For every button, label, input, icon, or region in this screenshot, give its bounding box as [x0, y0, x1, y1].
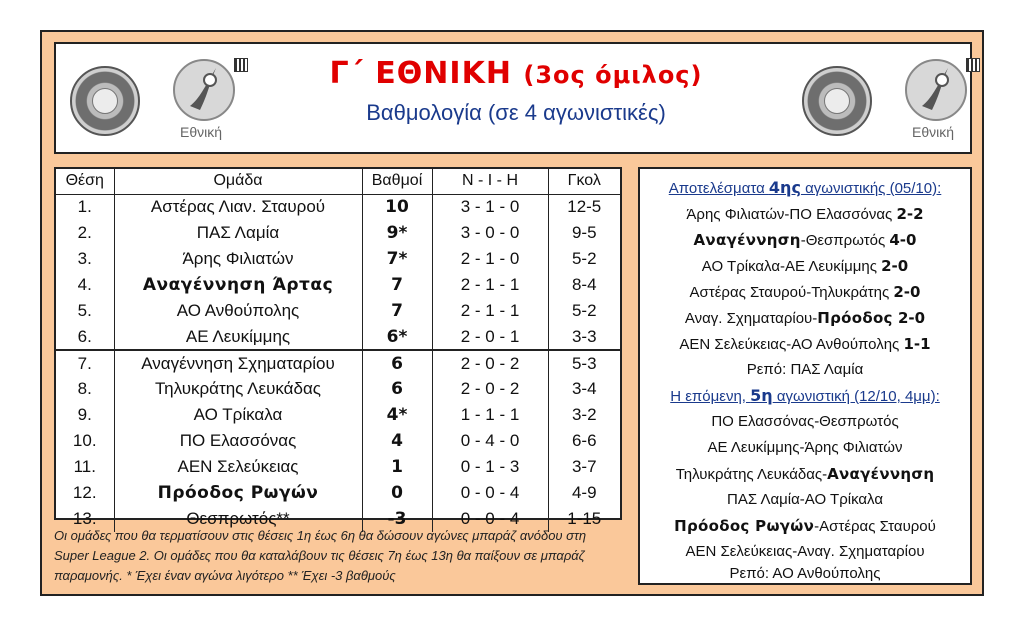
rest-line: Ρεπό: ΠΑΣ Λαμία — [746, 361, 864, 378]
header-panel — [54, 42, 972, 154]
cell-points: 10 — [362, 194, 432, 220]
cell-position: 2. — [56, 220, 114, 246]
table-row — [56, 350, 620, 376]
table-row — [56, 376, 620, 402]
table-row — [56, 298, 620, 324]
cell-team: Άρης Φιλιατών — [114, 246, 362, 272]
fixture-line: ΠΑΣ Λαμία-ΑΟ Τρίκαλα — [727, 491, 883, 508]
cell-position: 13. — [56, 506, 114, 532]
cell-team: Αναγέννηση Άρτας — [114, 272, 362, 298]
ethniki-logo-text: Εθνική — [179, 124, 223, 140]
title-main: Γ΄ ΕΘΝΙΚΗ — [329, 56, 512, 91]
result-line — [640, 201, 970, 227]
standings-board — [40, 30, 984, 596]
footnote: Οι ομάδες που θα τερματίσουν στις θέσεις 1η έως 6η θα δώσουν αγώνες μπαράζ ανόδου στη Super League 2. Οι ομάδες που θα καταλάβουν τις θέσεις 7η έως 13η θα παίξουν σε μπαράζ παραμονής. * Έχει έναν αγώνα λιγότερο ** Έχει -3 βαθμούς — [54, 528, 587, 583]
cell-goals: 8-4 — [548, 272, 620, 298]
rest-line: Ρεπό: ΑΟ Ανθούπολης — [729, 565, 881, 582]
cell-goals: 3-4 — [548, 376, 620, 402]
result-line — [640, 253, 970, 279]
title-group: (3ος όμιλος) — [523, 61, 703, 89]
ethniki-emblem-icon — [170, 58, 240, 122]
cell-position: 9. — [56, 402, 114, 428]
cell-goals: 3-2 — [548, 402, 620, 428]
cell-record: 2 - 0 - 1 — [432, 324, 548, 350]
table-row — [56, 480, 620, 506]
cell-record: 3 - 1 - 0 — [432, 194, 548, 220]
result-score: 2-2 — [896, 205, 924, 223]
fixture-line — [640, 513, 970, 539]
cell-points: 1 — [362, 454, 432, 480]
cell-goals: 5-2 — [548, 298, 620, 324]
cell-goals: 6-6 — [548, 428, 620, 454]
cell-position: 7. — [56, 350, 114, 376]
next-heading-prefix: Η επόμενη, — [670, 388, 751, 405]
cell-goals: 3-3 — [548, 324, 620, 350]
ethniki-emblem-icon — [902, 58, 972, 122]
qr-code-icon — [966, 58, 980, 72]
result-line — [640, 227, 970, 253]
table-row — [56, 194, 620, 220]
federation-seal-icon — [70, 66, 140, 136]
results-heading-round: 4ης — [768, 178, 801, 197]
qr-code-icon — [234, 58, 248, 72]
cell-record: 2 - 0 - 2 — [432, 376, 548, 402]
cell-record: 0 - 1 - 3 — [432, 454, 548, 480]
table-row — [56, 272, 620, 298]
result-score: 2-0 — [881, 257, 909, 275]
cell-team: Αστέρας Λιαν. Σταυρού — [114, 194, 362, 220]
cell-points: 6* — [362, 324, 432, 350]
cell-position: 6. — [56, 324, 114, 350]
cell-points: 6 — [362, 350, 432, 376]
cell-points: 4* — [362, 402, 432, 428]
fixture-line: ΑΕΝ Σελεύκειας-Αναγ. Σχηματαρίου — [685, 543, 925, 560]
cell-points: 7 — [362, 298, 432, 324]
column-header-position: Θέση — [56, 169, 114, 194]
cell-record: 0 - 0 - 4 — [432, 506, 548, 532]
cell-points: 6 — [362, 376, 432, 402]
cell-position: 5. — [56, 298, 114, 324]
cell-team: Τηλυκράτης Λευκάδας — [114, 376, 362, 402]
standings-table — [56, 169, 620, 532]
table-row — [56, 220, 620, 246]
cell-position: 12. — [56, 480, 114, 506]
cell-record: 2 - 0 - 2 — [432, 350, 548, 376]
cell-position: 1. — [56, 194, 114, 220]
cell-points: 4 — [362, 428, 432, 454]
cell-team: Αναγέννηση Σχηματαρίου — [114, 350, 362, 376]
results-heading-suffix: αγωνιστικής (05/10): — [800, 180, 942, 197]
next-round-heading — [640, 383, 970, 409]
cell-position: 10. — [56, 428, 114, 454]
fixture-text: Τηλυκράτης Λευκάδας- — [675, 466, 828, 483]
cell-position: 8. — [56, 376, 114, 402]
fixture-text: -Αστέρας Σταυρού — [814, 518, 936, 535]
result-bold-team: Αναγέννηση — [693, 231, 801, 249]
page-title — [286, 56, 746, 91]
results-heading-prefix: Αποτελέσματα — [668, 180, 769, 197]
table-header-row — [56, 169, 620, 194]
cell-record: 2 - 1 - 1 — [432, 272, 548, 298]
page-subtitle: Βαθμολογία (σε 4 αγωνιστικές) — [366, 100, 666, 125]
fixture-line: ΠΟ Ελασσόνας-Θεσπρωτός — [711, 413, 899, 430]
results-heading — [640, 175, 970, 201]
column-header-goals: Γκολ — [548, 169, 620, 194]
column-header-team: Ομάδα — [114, 169, 362, 194]
table-row — [56, 246, 620, 272]
cell-goals: 5-3 — [548, 350, 620, 376]
result-fixture: -Θεσπρωτός — [800, 232, 890, 249]
standings-table-panel — [54, 167, 622, 529]
table-row — [56, 324, 620, 350]
cell-team: ΠΑΣ Λαμία — [114, 220, 362, 246]
cell-points: -3 — [362, 506, 432, 532]
federation-seal-icon — [802, 66, 872, 136]
result-fixture: Άρης Φιλιατών-ΠΟ Ελασσόνας — [686, 206, 897, 223]
cell-record: 2 - 1 - 0 — [432, 246, 548, 272]
logos-right — [802, 54, 982, 144]
fixture-line — [640, 461, 970, 487]
cell-points: 0 — [362, 480, 432, 506]
result-line — [640, 279, 970, 305]
cell-team: Πρόοδος Ρωγών — [114, 480, 362, 506]
result-score: 2-0 — [892, 309, 926, 327]
ethniki-logo — [898, 58, 978, 144]
cell-team: ΑΕ Λευκίμμης — [114, 324, 362, 350]
result-bold-team: Πρόοδος — [817, 309, 893, 327]
cell-position: 4. — [56, 272, 114, 298]
cell-goals: 1-15 — [548, 506, 620, 532]
fixture-line: ΑΕ Λευκίμμης-Άρης Φιλιατών — [707, 439, 903, 456]
ethniki-logo-text: Εθνική — [911, 124, 955, 140]
cell-goals: 5-2 — [548, 246, 620, 272]
cell-position: 3. — [56, 246, 114, 272]
cell-team: ΑΟ Ανθούπολης — [114, 298, 362, 324]
column-header-points: Βαθμοί — [362, 169, 432, 194]
next-heading-round: 5η — [750, 386, 773, 405]
fixture-bold-team: Αναγέννηση — [827, 465, 935, 483]
cell-team: Θεσπρωτός** — [114, 506, 362, 532]
cell-position: 11. — [56, 454, 114, 480]
result-line — [640, 331, 970, 357]
result-score: 2-0 — [893, 283, 921, 301]
cell-goals: 3-7 — [548, 454, 620, 480]
result-fixture: Αστέρας Σταυρού-Τηλυκράτης — [689, 284, 894, 301]
result-fixture: ΑΟ Τρίκαλα-ΑΕ Λευκίμμης — [701, 258, 882, 275]
cell-points: 7 — [362, 272, 432, 298]
results-panel — [638, 167, 972, 585]
fixture-bold-team: Πρόοδος Ρωγών — [674, 517, 815, 535]
cell-team: ΑΟ Τρίκαλα — [114, 402, 362, 428]
cell-goals: 12-5 — [548, 194, 620, 220]
cell-points: 9* — [362, 220, 432, 246]
result-fixture: ΑΕΝ Σελεύκειας-ΑΟ Ανθούπολης — [679, 336, 904, 353]
result-fixture: Αναγ. Σχηματαρίου- — [684, 310, 818, 327]
table-row — [56, 454, 620, 480]
cell-points: 7* — [362, 246, 432, 272]
ethniki-logo — [166, 58, 246, 144]
cell-team: ΠΟ Ελασσόνας — [114, 428, 362, 454]
result-score: 1-1 — [903, 335, 931, 353]
result-line — [640, 305, 970, 331]
cell-team: ΑΕΝ Σελεύκειας — [114, 454, 362, 480]
cell-goals: 9-5 — [548, 220, 620, 246]
cell-record: 0 - 0 - 4 — [432, 480, 548, 506]
cell-record: 2 - 1 - 1 — [432, 298, 548, 324]
table-row — [56, 428, 620, 454]
cell-record: 0 - 4 - 0 — [432, 428, 548, 454]
column-header-record: Ν - Ι - Η — [432, 169, 548, 194]
cell-record: 1 - 1 - 1 — [432, 402, 548, 428]
result-score: 4-0 — [889, 231, 917, 249]
cell-goals: 4-9 — [548, 480, 620, 506]
table-row — [56, 402, 620, 428]
next-heading-suffix: αγωνιστική (12/10, 4μμ): — [772, 388, 940, 405]
cell-record: 3 - 0 - 0 — [432, 220, 548, 246]
logos-left — [70, 54, 250, 144]
